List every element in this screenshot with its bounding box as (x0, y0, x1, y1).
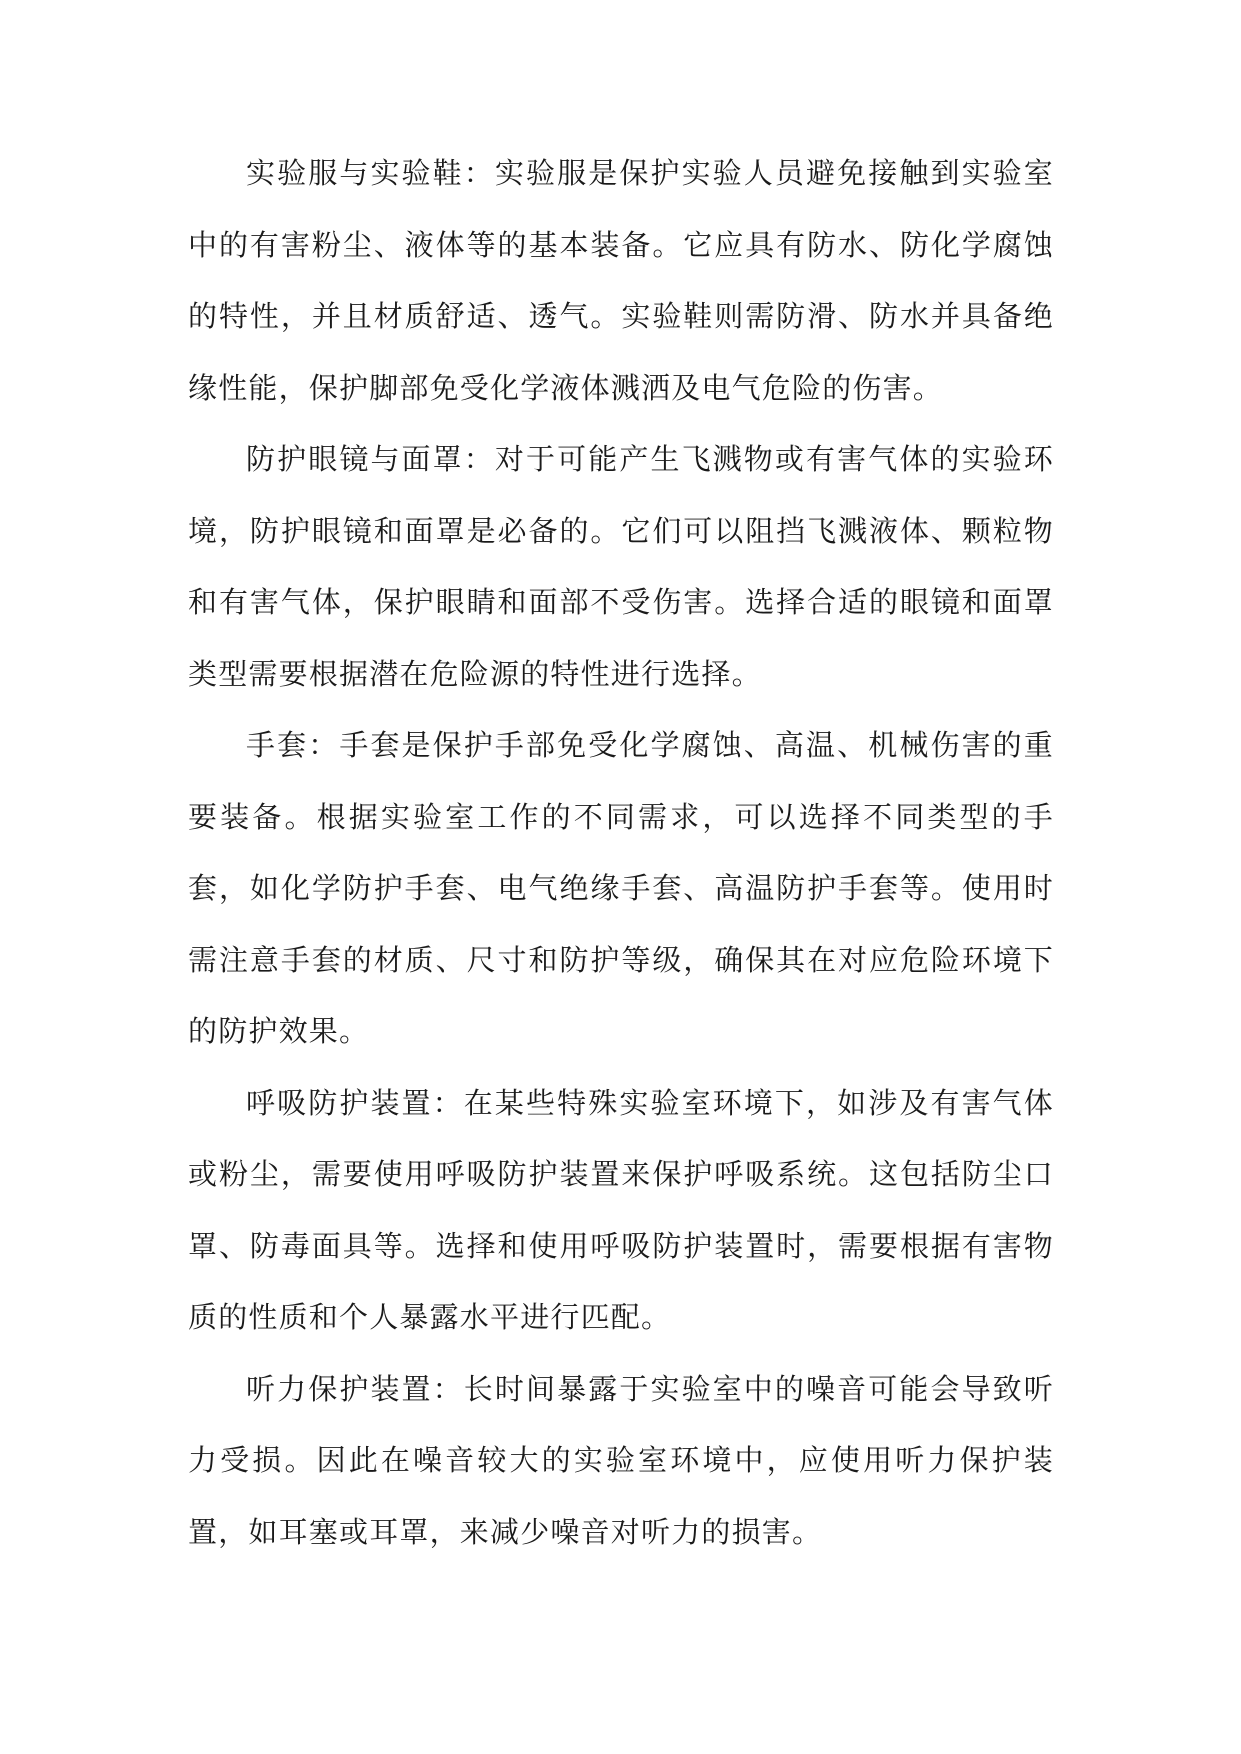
paragraph-gloves: 手套：手套是保护手部免受化学腐蚀、高温、机械伤害的重要装备。根据实验室工作的不同需求，可以选择不同类型的手套，如化学防护手套、电气绝缘手套、高温防护手套等。使用时需注意手套的材质、尺寸和防护等级，确保其在对应危险环境下的防护效果。 (188, 728, 1054, 1048)
paragraph-lab-coat-and-shoes: 实验服与实验鞋：实验服是保护实验人员避免接触到实验室中的有害粉尘、液体等的基本装备。它应具有防水、防化学腐蚀的特性，并且材质舒适、透气。实验鞋则需防滑、防水并具备绝缘性能，保护脚部免受化学液体溅洒及电气危险的伤害。 (188, 156, 1054, 405)
paragraph-goggles-and-face-shield: 防护眼镜与面罩：对于可能产生飞溅物或有害气体的实验环境，防护眼镜和面罩是必备的。它们可以阻挡飞溅液体、颗粒物和有害气体，保护眼睛和面部不受伤害。选择合适的眼镜和面罩类型需要根据潜在危险源的特性进行选择。 (188, 442, 1054, 691)
document-body (188, 138, 1054, 1568)
paragraph-hearing-protection: 听力保护装置：长时间暴露于实验室中的噪音可能会导致听力受损。因此在噪音较大的实验室环境中，应使用听力保护装置，如耳塞或耳罩，来减少噪音对听力的损害。 (188, 1371, 1054, 1549)
paragraph-respiratory-protection: 呼吸防护装置：在某些特殊实验室环境下，如涉及有害气体或粉尘，需要使用呼吸防护装置来保护呼吸系统。这包括防尘口罩、防毒面具等。选择和使用呼吸防护装置时，需要根据有害物质的性质和个人暴露水平进行匹配。 (188, 1085, 1054, 1334)
